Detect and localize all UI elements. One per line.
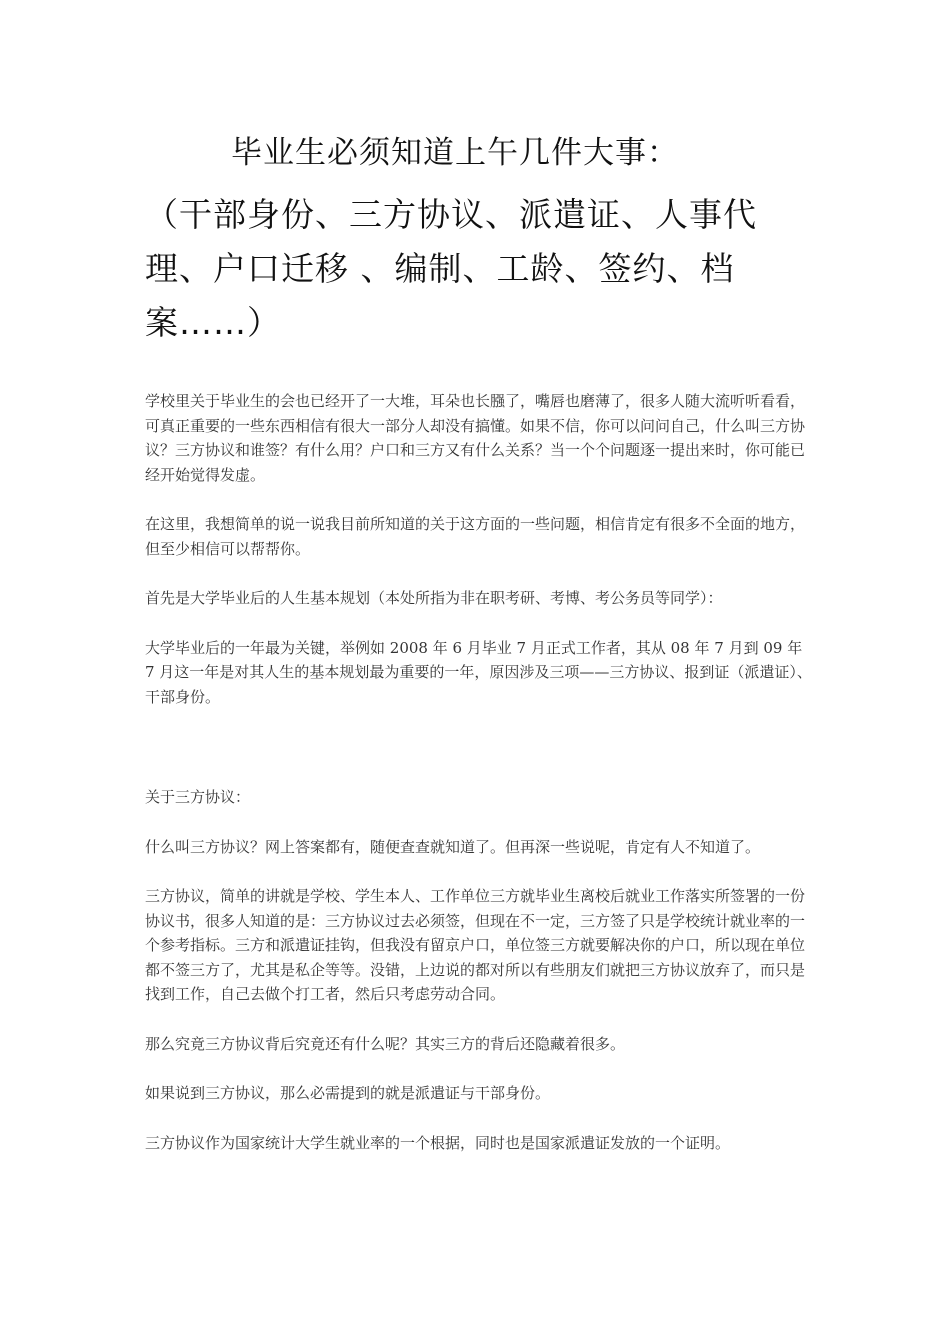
document-body <box>145 389 815 1180</box>
paragraph: 那么究竟三方协议背后究竟还有什么呢？其实三方的背后还隐藏着很多。 <box>145 1034 626 1053</box>
paragraph: 三方协议，简单的讲就是学校、学生本人、工作单位三方就毕业生离校后就业工作落实所签署的一份协议书，很多人知道的是：三方协议过去必须签，但现在不一定，三方签了只是学校统计就业率的一个参考指标。三方和派遣证挂钩，但我没有留京户口，单位签三方就要解决你的户口，所以现在单位都不签三方了，尤其是私企等等。没错，上边说的都对所以有些朋友们就把三方协议放弃了，而只是找到工作，自己去做个打工者，然后只考虑劳动合同。 <box>145 887 806 1003</box>
paragraph: 大学毕业后的一年最为关键，举例如 2008 年 6 月毕业 7 月正式工作者，其从 08 年 7 月到 09 年 7 月这一年是对其人生的基本规划最为重要的一年，原因涉及三项——三方协议、报到证（派遣证）、干部身份。 <box>145 638 812 706</box>
document-title: 毕业生必须知道上午几件大事： <box>231 135 679 171</box>
paragraph: 三方协议作为国家统计大学生就业率的一个根据，同时也是国家派遣证发放的一个证明。 <box>145 1133 731 1152</box>
paragraph: 什么叫三方协议？网上答案都有，随便查查就知道了。但再深一些说呢，肯定有人不知道了。 <box>145 837 761 856</box>
paragraph: 在这里，我想简单的说一说我目前所知道的关于这方面的一些问题，相信肯定有很多不全面的地方，但至少相信可以帮帮你。 <box>145 515 806 558</box>
title-block <box>145 128 815 350</box>
paragraph: 如果说到三方协议，那么必需提到的就是派遣证与干部身份。 <box>145 1084 551 1102</box>
section-heading: 关于三方协议： <box>145 788 251 806</box>
paragraph: 首先是大学毕业后的人生基本规划（本处所指为非在职考研、考博、考公务员等同学）： <box>145 589 723 607</box>
paragraph: 学校里关于毕业生的会也已经开了一大堆，耳朵也长膙了，嘴唇也磨薄了，很多人随大流听听看看，可真正重要的一些东西相信有很大一部分人却没有搞懂。如果不信，你可以问问自己，什么叫三方协议？三方协议和谁签？有什么用？户口和三方又有什么关系？当一个个问题逐一提出来时，你可能已经开始觉得发虚。 <box>145 392 806 484</box>
document-subtitle: （干部身份、三方协议、派遣证、人事代理、户口迁移 、编制、工龄、签约、档案……） <box>145 195 757 342</box>
